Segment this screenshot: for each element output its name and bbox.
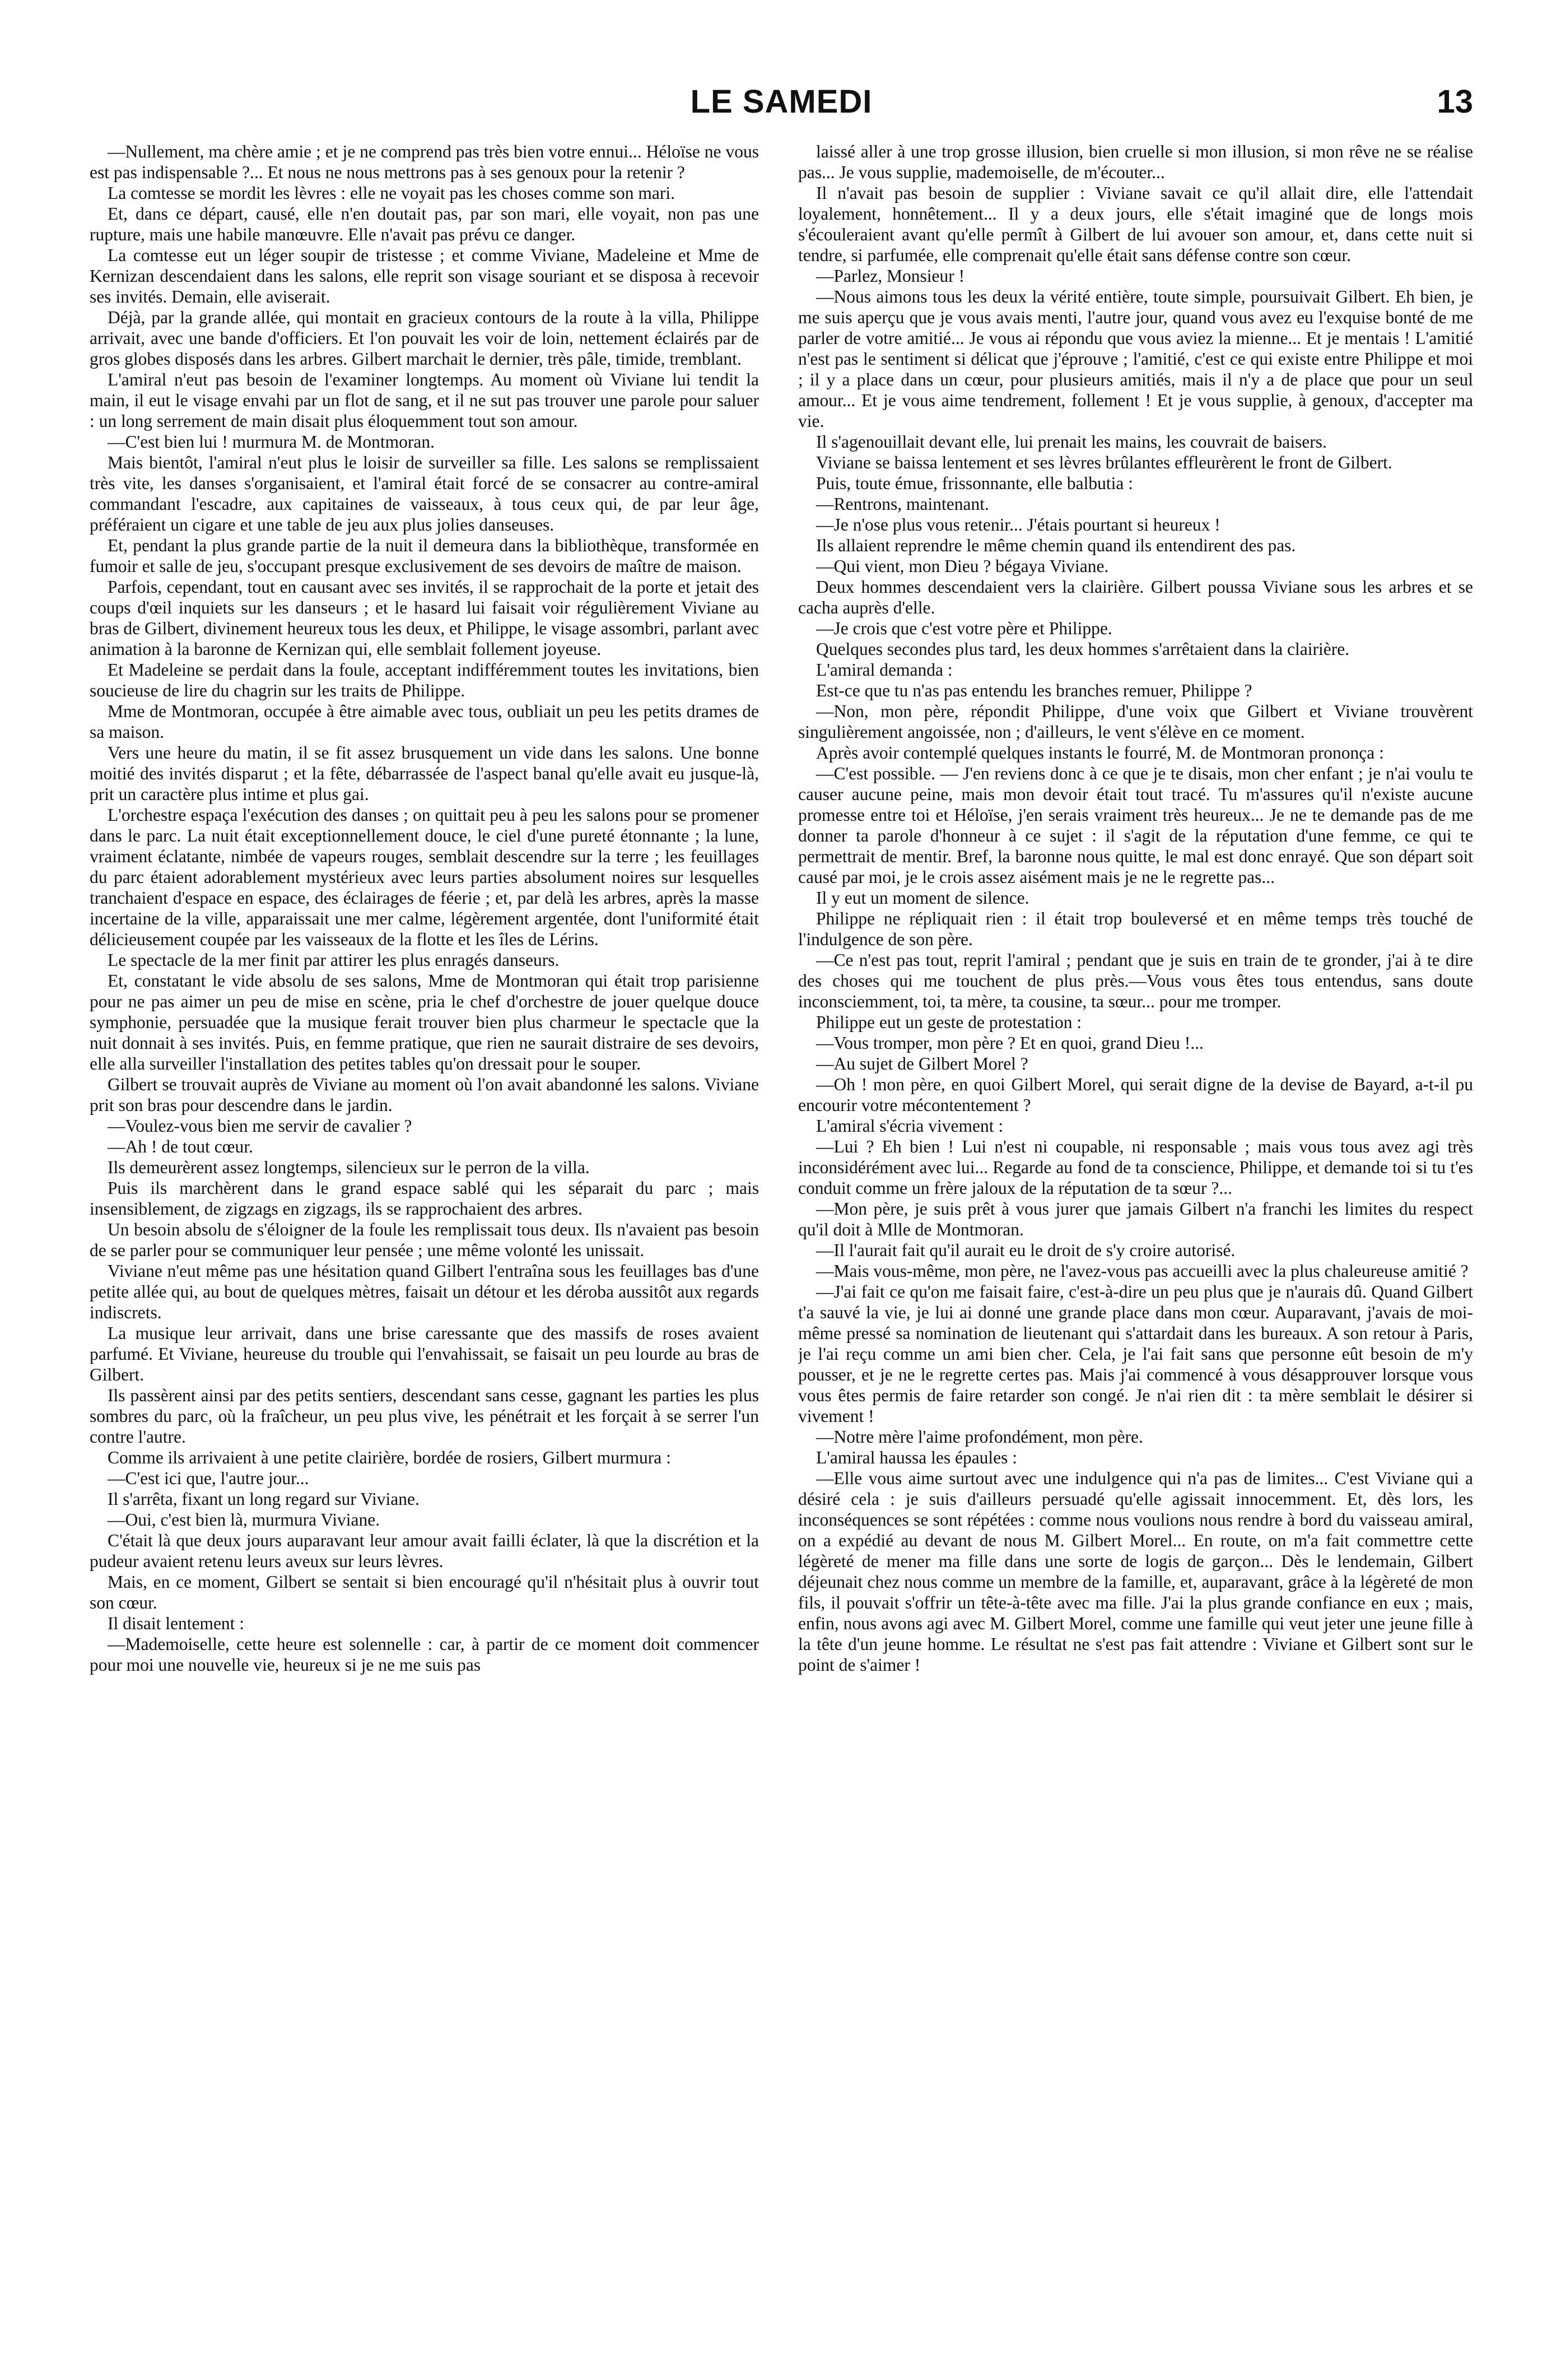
paragraph: —Vous tromper, mon père ? Et en quoi, grand Dieu !...	[816, 1033, 1204, 1053]
paragraph: —Je crois que c'est votre père et Philippe.	[816, 619, 1112, 638]
paragraph: Et Madeleine se perdait dans la foule, acceptant indifféremment toutes les invitations, bien soucieuse de lire du chagrin sur les traits de Philippe.	[90, 660, 759, 700]
paragraph: La comtesse se mordit les lèvres : elle ne voyait pas les choses comme son mari.	[108, 183, 675, 203]
paragraph: Déjà, par la grande allée, qui montait en gracieux contours de la route à la villa, Philippe arrivait, avec une bande d'officiers. Et l'on pouvait les voir de loin, nettement éclairés par de gros globes disposés dans les arbres. Gilbert marchait le dernier, très pâle, timide, tremblant.	[90, 308, 759, 369]
paragraph: Mais bientôt, l'amiral n'eut plus le loisir de surveiller sa fille. Les salons se remplissaient très vite, les danses s'organisaient, et l'amiral était forcé de se consacrer au contre-amiral commandant l'escadre, aux capitaines de vaisseaux, à tous ceux qui, de par leur âge, préféraient un cigare et une table de jeu aux plus jolies danseuses.	[90, 453, 759, 534]
paragraph: Est-ce que tu n'as pas entendu les branches remuer, Philippe ?	[816, 681, 1252, 700]
journal-title: LE SAMEDI	[690, 83, 873, 120]
paragraph: —Voulez-vous bien me servir de cavalier ?	[108, 1116, 412, 1136]
paragraph: Ils allaient reprendre le même chemin quand ils entendirent des pas.	[816, 536, 1296, 555]
paragraph: Il s'arrêta, fixant un long regard sur Viviane.	[108, 1489, 420, 1509]
paragraph: —Je n'ose plus vous retenir... J'étais pourtant si heureux !	[816, 515, 1220, 534]
paragraph: —Ce n'est pas tout, reprit l'amiral ; pendant que je suis en train de te gronder, j'ai à te dire des choses qui me touchent de plus près.—Vous vous êtes tous entendus, sans doute inconsciemment, toi, ta mère, ta cousine, ta sœur... pour me tromper.	[798, 950, 1473, 1011]
paragraph: L'amiral haussa les épaules :	[816, 1448, 1018, 1467]
paragraph: —J'ai fait ce qu'on me faisait faire, c'est-à-dire un peu plus que je n'aurais dû. Quand Gilbert t'a sauvé la vie, je lui ai donné une grande place dans mon cœur. Auparavant, j'avais de moi-même pressé sa nomination de lieutenant qui s'attardait dans les bureaux. A son retour à Paris, je l'ai reçu comme un ami bien cher. Cela, je l'ai fait sans que personne eût besoin de m'y pousser, et je ne le regrette certes pas. Mais j'ai commencé à vous désapprouver lorsque vous vous êtes permis de faire retarder son congé. Je n'ai rien dit : ta mère semblait le désirer si vivement !	[798, 1282, 1473, 1426]
paragraph: La comtesse eut un léger soupir de tristesse ; et comme Viviane, Madeleine et Mme de Kernizan descendaient dans les salons, elle reprit son visage souriant et se disposa à recevoir ses invités. Demain, elle aviserait.	[90, 245, 759, 306]
paragraph: laissé aller à une trop grosse illusion, bien cruelle si mon illusion, si mon rêve ne se réalise pas... Je vous supplie, mademoiselle, de m'écouter...	[798, 142, 1473, 182]
paragraph: Quelques secondes plus tard, les deux hommes s'arrêtaient dans la clairière.	[816, 639, 1350, 659]
right-text-column	[798, 141, 1473, 2346]
paragraph: Philippe eut un geste de protestation :	[816, 1012, 1082, 1032]
paragraph: Mme de Montmoran, occupée à être aimable avec tous, oubliait un peu les petits drames de sa maison.	[90, 701, 759, 742]
paragraph: Le spectacle de la mer finit par attirer les plus enragés danseurs.	[108, 950, 560, 970]
paragraph: Il n'avait pas besoin de supplier : Viviane savait ce qu'il allait dire, elle l'attendait loyalement, honnêtement... Il y a deux jours, elle s'était imaginé que de longs mois s'écouleraient avant qu'elle permît à Gilbert de lui avouer son amour, et, dans cette nuit si tendre, si parfumée, elle comprenait qu'elle était sans défense contre son cœur.	[798, 183, 1473, 265]
paragraph: —Nous aimons tous les deux la vérité entière, toute simple, poursuivait Gilbert. Eh bien, je me suis aperçu que je vous avais menti, l'autre jour, quand vous avez eu l'exquise bonté de me parler de votre amitié... Je vous ai répondu que vous aviez la mienne... Et je mentais ! L'amitié n'est pas le sentiment si délicat que j'éprouve ; l'amitié, c'est ce qui existe entre Philippe et moi ; il y a place dans un cœur, pour plusieurs amitiés, mais il n'y a de place que pour un seul amour... Et je vous aime tendrement, follement ! Et je vous supplie, à genoux, d'accepter ma vie.	[798, 287, 1473, 431]
paragraph: L'amiral n'eut pas besoin de l'examiner longtemps. Au moment où Viviane lui tendit la main, il eut le visage envahi par un flot de sang, et il ne sut pas trouver une parole pour saluer : un long serrement de main disait plus éloquemment tout son amour.	[90, 370, 759, 431]
page-number: 13	[1437, 83, 1473, 120]
paragraph: —Rentrons, maintenant.	[816, 494, 989, 514]
paragraph: L'amiral s'écria vivement :	[816, 1116, 1004, 1136]
paragraph: Gilbert se trouvait auprès de Viviane au moment où l'on avait abandonné les salons. Viviane prit son bras pour descendre dans le jardin.	[90, 1075, 759, 1115]
paragraph: Il s'agenouillait devant elle, lui prenait les mains, les couvrait de baisers.	[816, 432, 1327, 452]
paragraph: L'amiral demanda :	[816, 660, 953, 680]
paragraph: —Mais vous-même, mon père, ne l'avez-vous pas accueilli avec la plus chaleureuse amitié ?	[816, 1261, 1469, 1281]
paragraph: —Au sujet de Gilbert Morel ?	[816, 1054, 1028, 1073]
page-header	[90, 83, 1473, 128]
paragraph: Deux hommes descendaient vers la clairière. Gilbert poussa Viviane sous les arbres et se cacha auprès d'elle.	[798, 577, 1473, 617]
paragraph: Et, constatant le vide absolu de ses salons, Mme de Montmoran qui était trop parisienne pour ne pas aimer un peu de mise en scène, pria le chef d'orchestre de jouer quelque douce symphonie, persuadée que la musique ferait trouver bien plus charmeur le spectacle que la nuit donnait à ses invités. Puis, en femme pratique, que rien ne saurait distraire de ses devoirs, elle alla surveiller l'installation des petites tables qu'on dressait pour le souper.	[90, 971, 759, 1073]
paragraph: —Parlez, Monsieur !	[816, 266, 965, 286]
paragraph: —Qui vient, mon Dieu ? bégaya Viviane.	[816, 556, 1109, 576]
paragraph: Viviane n'eut même pas une hésitation quand Gilbert l'entraîna sous les feuillages bas d'une petite allée qui, au bout de quelques mètres, faisait un détour et les déroba aussitôt aux regards indiscrets.	[90, 1261, 759, 1322]
paragraph: Et, dans ce départ, causé, elle n'en doutait pas, par son mari, elle voyait, non pas une rupture, mais une habile manœuvre. Elle n'avait pas prévu ce danger.	[90, 204, 759, 244]
paragraph: Philippe ne répliquait rien : il était trop bouleversé et en même temps très touché de l'indulgence de son père.	[798, 909, 1473, 949]
paragraph: —Notre mère l'aime profondément, mon père.	[816, 1427, 1143, 1447]
paragraph: Comme ils arrivaient à une petite clairière, bordée de rosiers, Gilbert murmura :	[108, 1448, 671, 1467]
paragraph: Et, pendant la plus grande partie de la nuit il demeura dans la bibliothèque, transformée en fumoir et salle de jeu, s'occupant presque exclusivement de ses devoirs de maître de maison.	[90, 536, 759, 576]
paragraph: —Mon père, je suis prêt à vous jurer que jamais Gilbert n'a franchi les limites du respect qu'il doit à Mlle de Montmoran.	[798, 1199, 1473, 1239]
paragraph: —Mademoiselle, cette heure est solennelle : car, à partir de ce moment doit commencer pour moi une nouvelle vie, heureux si je ne me suis pas	[90, 1634, 759, 1675]
paragraph: Mais, en ce moment, Gilbert se sentait si bien encouragé qu'il n'hésitait plus à ouvrir tout son cœur.	[90, 1572, 759, 1612]
paragraph: Puis, toute émue, frissonnante, elle balbutia :	[816, 473, 1134, 493]
paragraph: Ils passèrent ainsi par des petits sentiers, descendant sans cesse, gagnant les parties les plus sombres du parc, où la fraîcheur, un peu plus vive, les pénétrait et les forçait à se serrer l'un contre l'autre.	[90, 1386, 759, 1447]
paragraph: —Ah ! de tout cœur.	[108, 1137, 253, 1156]
paragraph: Il y eut un moment de silence.	[816, 888, 1029, 908]
paragraph: Viviane se baissa lentement et ses lèvres brûlantes effleurèrent le front de Gilbert.	[816, 453, 1392, 472]
paragraph: L'orchestre espaça l'exécution des danses ; on quittait peu à peu les salons pour se promener dans le parc. La nuit était exceptionnellement douce, le ciel d'une pureté étonnante ; la lune, vraiment éclatante, nimbée de vapeurs rouges, semblait descendre sur la terre ; les feuillages du parc étaient adorablement mystérieux avec leurs parties absolument noires sur lesquelles tranchaient d'espace en espace, des éclairages de féerie ; et, par delà les arbres, après la masse incertaine de la ville, apparaissait une mer calme, légèrement argentée, dont l'uniformité était délicieusement coupée par les vaisseaux de la flotte et les îles de Lérins.	[90, 805, 759, 949]
paragraph: —C'est ici que, l'autre jour...	[108, 1468, 309, 1488]
paragraph: —C'est bien lui ! murmura M. de Montmoran.	[108, 432, 435, 452]
paragraph: —Oh ! mon père, en quoi Gilbert Morel, qui serait digne de la devise de Bayard, a-t-il pu encourir votre mécontentement ?	[798, 1075, 1473, 1115]
paragraph: Parfois, cependant, tout en causant avec ses invités, il se rapprochait de la porte et jetait des coups d'œil inquiets sur les danseurs ; et le hasard lui faisait voir régulièrement Viviane au bras de Gilbert, divinement heureux tous les deux, et Philippe, le visage assombri, parlant avec animation à la baronne de Kernizan qui, elle semblait follement joyeuse.	[90, 577, 759, 659]
paragraph: —Elle vous aime surtout avec une indulgence qui n'a pas de limites... C'est Viviane qui a désiré cela : je suis d'ailleurs persuadé qu'elle agissait innocemment. Et, dès lors, les inconséquences se sont répétées : comme nous voulions nous rendre à bord du vaisseau amiral, on a expédié au devant de nous M. Gilbert Morel... En route, on m'a fait commettre cette légèreté de mener ma fille dans une sorte de logis de garçon... Dès le lendemain, Gilbert déjeunait chez nous comme un membre de la famille, et, auparavant, grâce à la légèreté de mon fils, il pouvait s'offrir un tête-à-tête avec ma fille. J'ai la plus grande confiance en eux ; mais, enfin, nous avons agi avec M. Gilbert Morel, comme une famille qui veut jeter une jeune fille à la tête d'un jeune homme. Le résultat ne s'est pas fait attendre : Viviane et Gilbert sont sur le point de s'aimer !	[798, 1468, 1473, 1675]
paragraph: —Lui ? Eh bien ! Lui n'est ni coupable, ni responsable ; mais vous tous avez agi très inconsidérément avec lui... Regarde au fond de ta conscience, Philippe, et demande toi si tu t'es conduit comme un frère jaloux de la réputation de ta sœur ?...	[798, 1137, 1473, 1198]
paragraph: Un besoin absolu de s'éloigner de la foule les remplissait tous deux. Ils n'avaient pas besoin de se parler pour se communiquer leur pensée ; une même volonté les unissait.	[90, 1220, 759, 1260]
paragraph: Ils demeurèrent assez longtemps, silencieux sur le perron de la villa.	[108, 1158, 590, 1177]
paragraph: —Nullement, ma chère amie ; et je ne comprend pas très bien votre ennui... Héloïse ne vous est pas indispensable ?... Et nous ne nous mettrons pas à ses genoux pour la retenir ?	[90, 142, 759, 182]
paragraph: La musique leur arrivait, dans une brise caressante que des massifs de roses avaient parfumé. Et Viviane, heureuse du trouble qui l'envahissait, se faisait un peu lourde au bras de Gilbert.	[90, 1323, 759, 1384]
paragraph: Puis ils marchèrent dans le grand espace sablé qui les séparait du parc ; mais insensiblement, de zigzags en zigzags, ils se rapprochaient des arbres.	[90, 1178, 759, 1219]
paragraph: Il disait lentement :	[108, 1614, 245, 1633]
paragraph: —C'est possible. — J'en reviens donc à ce que je te disais, mon cher enfant ; je n'ai voulu te causer aucune peine, mais mon devoir était tout tracé. Tu m'assures qu'il n'existe aucune promesse entre toi et Héloïse, j'en serais vraiment très heureux... Je ne te demande pas de me donner ta parole d'honneur à ce sujet : il s'agit de la réputation d'une femme, ce qui te permettrait de mentir. Bref, la baronne nous quitte, le mal est donc enrayé. Que son départ soit causé par moi, je le crois assez aisément mais je ne le regrette pas...	[798, 764, 1473, 887]
paragraph: —Non, mon père, répondit Philippe, d'une voix que Gilbert et Viviane trouvèrent singulièrement angoissée, non ; d'ailleurs, le vent s'élève en ce moment.	[798, 701, 1473, 742]
paragraph: —Il l'aurait fait qu'il aurait eu le droit de s'y croire autorisé.	[816, 1240, 1236, 1260]
paragraph: C'était là que deux jours auparavant leur amour avait failli éclater, là que la discrétion et la pudeur avaient retenu leurs aveux sur leurs lèvres.	[90, 1531, 759, 1571]
paragraph: —Oui, c'est bien là, murmura Viviane.	[108, 1510, 380, 1530]
paragraph: Vers une heure du matin, il se fit assez brusquement un vide dans les salons. Une bonne moitié des invités disparut ; et la fête, débarrassée de l'aspect banal qu'elle avait eu jusque-là, prit un caractère plus intime et plus gai.	[90, 743, 759, 804]
left-text-column	[90, 141, 759, 2346]
paragraph: Après avoir contemplé quelques instants le fourré, M. de Montmoran prononça :	[816, 743, 1384, 763]
